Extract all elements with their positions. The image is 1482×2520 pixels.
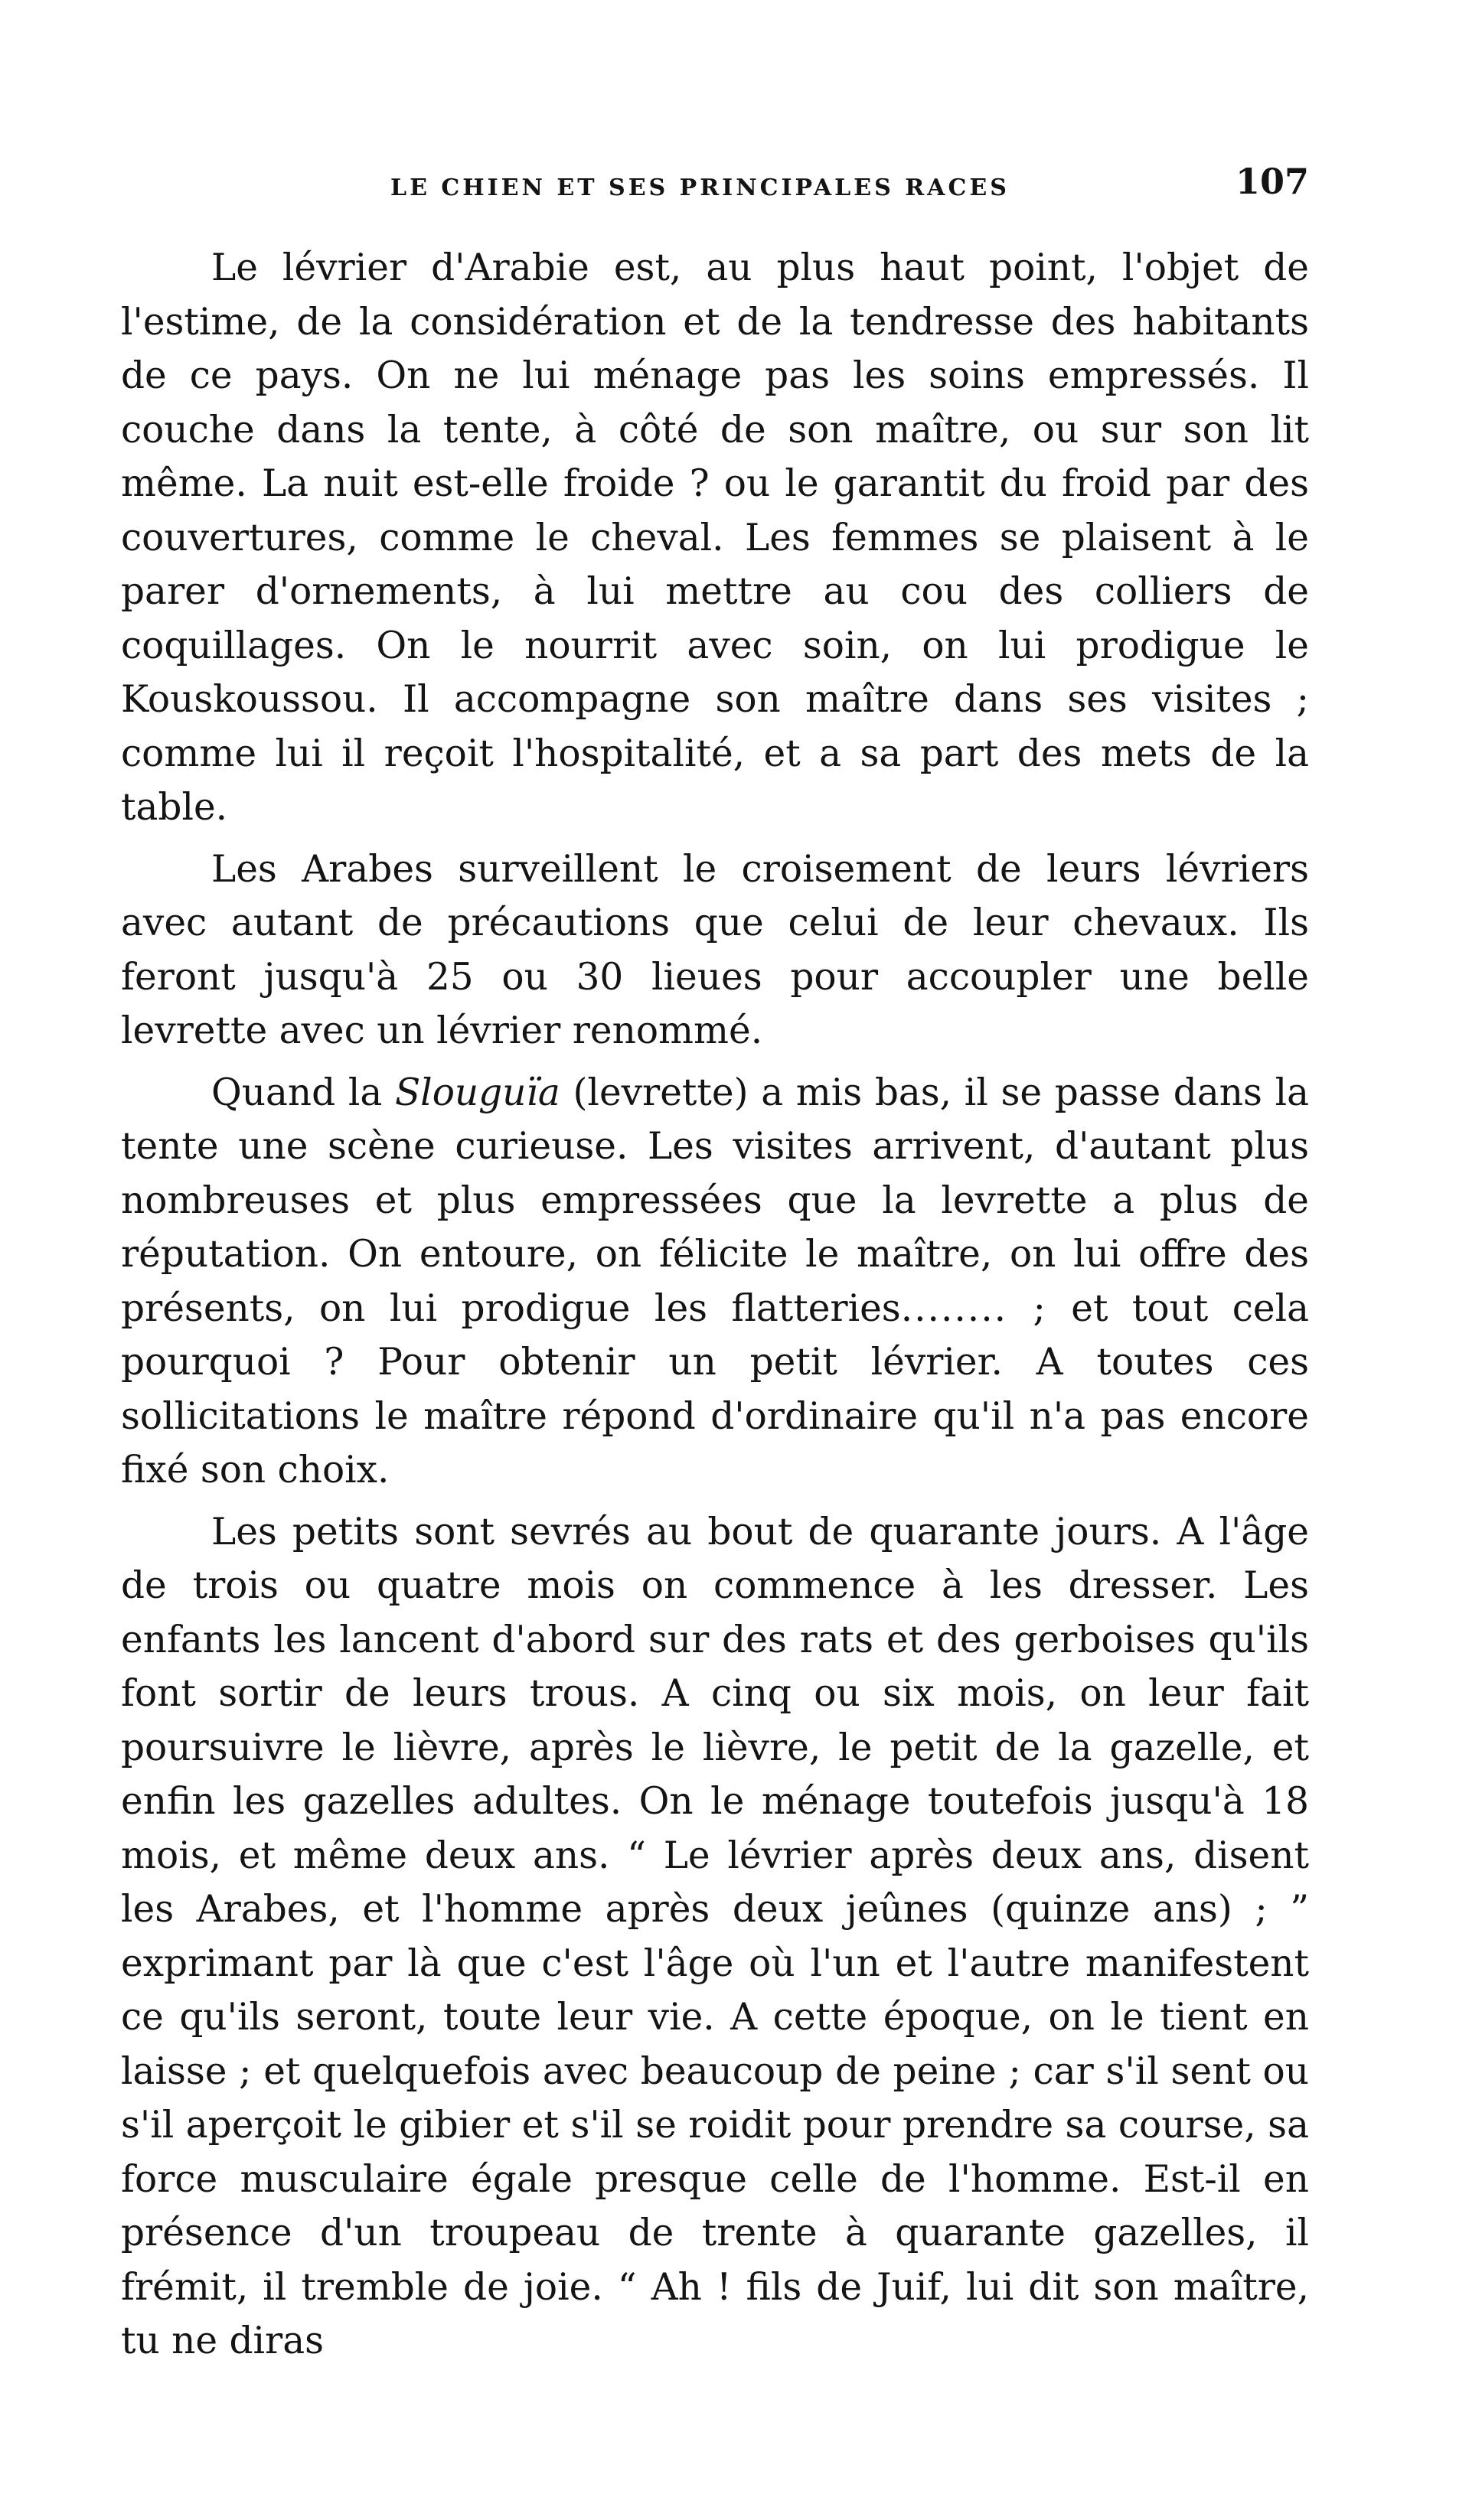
paragraph-3 <box>121 1066 1309 1498</box>
paragraph-3-text-end: et tout cela pourquoi ? Pour obtenir un petit lévrier. A toutes ces sollicitations le maître répond d'ordinaire qu'il n'a pas encore fixé son choix. <box>121 1286 1309 1491</box>
running-head: LE CHIEN ET SES PRINCIPALES RACES <box>390 174 1010 201</box>
italic-term: Slouguïa <box>394 1071 560 1114</box>
paragraph-4: Les petits sont sevrés au bout de quarante jours. A l'âge de trois ou quatre mois on commence à les dresser. Les enfants les lancent d'abord sur des rats et des gerboises qu'ils font sortir de leurs trous. A cinq ou six mois, on leur fait poursuivre le lièvre, après le lièvre, le petit de la gazelle, et enfin les gazelles adultes. On le ménage toutefois jusqu'à 18 mois, et même deux ans. “ Le lévrier après deux ans, disent les Arabes, et l'homme après deux jeûnes (quinze ans) ; ” exprimant par là que c'est l'âge où l'un et l'autre manifestent ce qu'ils seront, toute leur vie. A cette époque, on le tient en laisse ; et quelquefois avec beaucoup de peine ; car s'il sent ou s'il aperçoit le gibier et s'il se roidit pour prendre sa course, sa force musculaire égale presque celle de l'homme. Est-il en présence d'un troupeau de trente à quarante gazelles, il frémit, il tremble de joie. “ Ah ! fils de Juif, lui dit son maître, tu ne diras <box>121 1510 1309 2362</box>
body-text <box>121 241 1309 2368</box>
ellipsis-dots: ........ ; <box>900 1286 1047 1330</box>
paragraph-3-text-before: Quand la <box>211 1071 395 1114</box>
page-number: 107 <box>1235 161 1309 202</box>
page-header <box>122 161 1309 214</box>
paragraph-1: Le lévrier d'Arabie est, au plus haut point, l'objet de l'estime, de la considération et de la tendresse des habitants de ce pays. On ne lui ménage pas les soins empressés. Il couche dans la tente, à côté de son maître, ou sur son lit même. La nuit est-elle froide ? ou le garantit du froid par des couvertures, comme le cheval. Les femmes se plaisent à le parer d'ornements, à lui mettre au cou des colliers de coquillages. On le nourrit avec soin, on lui prodigue le Kouskoussou. Il accompagne son maître dans ses visites ; comme lui il reçoit l'hospitalité, et a sa part des mets de la table. <box>121 246 1309 829</box>
paragraph-3-text-after: (levrette) a mis bas, il se passe dans la tente une scène curieuse. Les visites arrivent, d'autant plus nombreuses et plus empressées que la levrette a plus de réputation. On entoure, on félicite le maître, on lui offre des présents, on lui prodigue les flatteries <box>121 1071 1309 1330</box>
paragraph-2: Les Arabes surveillent le croisement de leurs lévriers avec autant de précautions que celui de leur chevaux. Ils feront jusqu'à 25 ou 30 lieues pour accoupler une belle levrette avec un lévrier renommé. <box>121 847 1309 1052</box>
